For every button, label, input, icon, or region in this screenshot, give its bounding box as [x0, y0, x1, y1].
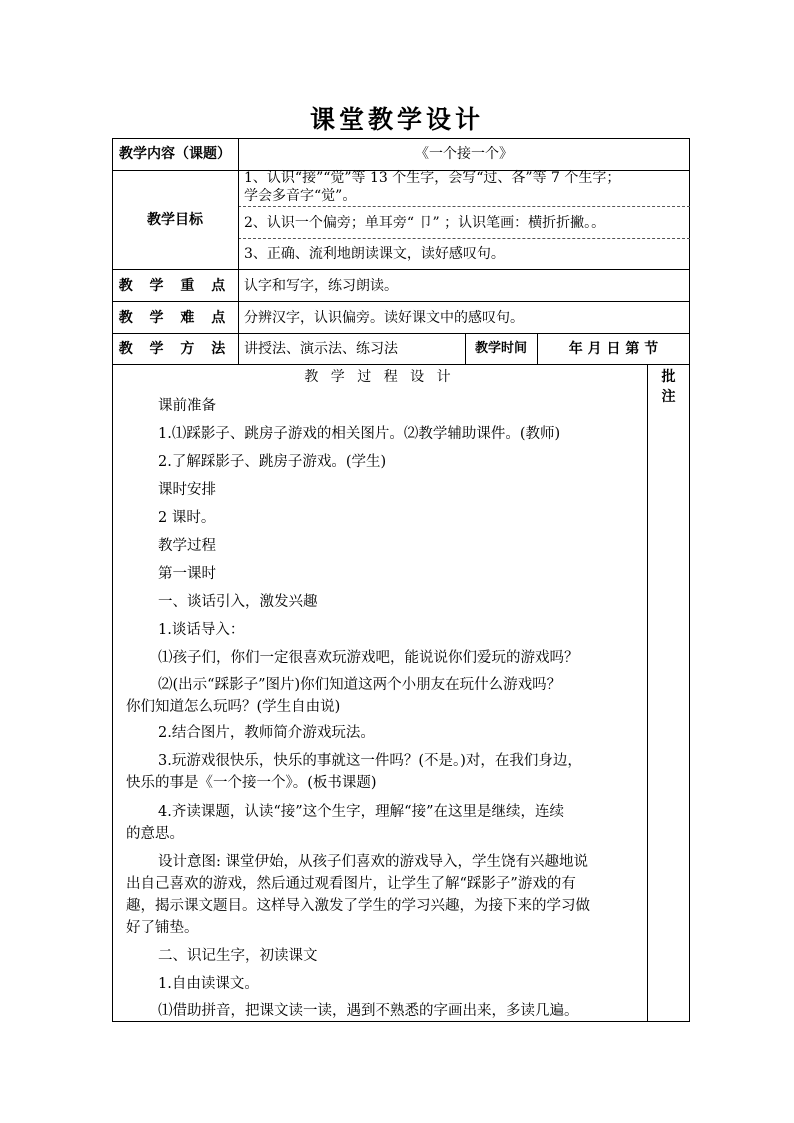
content-label: 教学内容（课题）: [119, 146, 231, 162]
goal-1-line-1: 1、认识“接”“觉”等 13 个生字，会写“过、各”等 7 个生字；: [244, 170, 621, 186]
notes-label-1: 批: [661, 369, 676, 385]
paragraph: 2 课时。: [158, 510, 216, 526]
key-points-label: 教 学 重 点: [118, 278, 232, 294]
difficult-points-label: 教 学 难 点: [118, 310, 232, 326]
paragraph: 2.了解踩影子、跳房子游戏。(学生): [158, 454, 387, 470]
paragraph: 3.玩游戏很快乐，快乐的事就这一件吗？(不是。)对，在我们身边，: [158, 753, 582, 769]
paragraph: 课前准备: [158, 398, 216, 414]
key-points-value: 认字和写字，练习朗读。: [244, 278, 398, 294]
paragraph: 一、谈话引入，激发兴趣: [158, 594, 318, 610]
paragraph: 出自己喜欢的游戏，然后通过观看图片，让学生了解“踩影子”游戏的有: [126, 876, 576, 892]
process-heading: 教 学 过 程 设 计: [304, 369, 455, 385]
paragraph: 二、识记生字，初读课文: [158, 948, 318, 964]
row-divider: [112, 269, 690, 270]
paragraph: 课时安排: [158, 482, 216, 498]
paragraph: 4.齐读课题，认读“接”这个生字，理解“接”在这里是继续，连续: [158, 804, 564, 820]
row-divider: [112, 301, 690, 302]
paragraph: 你们知道怎么玩吗？(学生自由说): [126, 699, 341, 715]
paragraph: ⑵(出示“踩影子”图片)你们知道这两个小朋友在玩什么游戏吗？: [158, 677, 562, 693]
page-title: 课堂教学设计: [309, 105, 484, 134]
row-divider: [238, 206, 690, 207]
difficult-points-value: 分辨汉字，认识偏旁。读好课文中的感叹句。: [244, 310, 524, 326]
time-label: 教学时间: [474, 341, 527, 356]
paragraph: 1.自由读课文。: [158, 976, 259, 992]
row-divider: [112, 364, 690, 365]
paragraph: 2.结合图片，教师简介游戏玩法。: [158, 725, 375, 741]
paragraph: 1.谈话导入：: [158, 622, 245, 638]
method-label: 教 学 方 法: [118, 341, 232, 357]
row-divider: [238, 238, 690, 239]
time-value: 年 月 日 第 节: [568, 341, 659, 357]
paragraph: 设计意图: 课堂伊始，从孩子们喜欢的游戏导入，学生饶有兴趣地说: [158, 854, 588, 870]
paragraph: 趣，揭示课文题目。这样导入激发了学生的学习兴趣，为接下来的学习做: [126, 898, 590, 914]
paragraph: 1.⑴踩影子、跳房子游戏的相关图片。⑵教学辅助课件。(教师): [158, 426, 561, 442]
goal-2: 2、认识一个偏旁；单耳旁“ 卩” ；认识笔画：横折折撇。。: [244, 215, 606, 231]
goal-3: 3、正确、流利地朗读课文，读好感叹句。: [244, 246, 505, 262]
notes-label-2: 注: [661, 389, 676, 405]
paragraph: 快乐的事是《一个接一个》。(板书课题): [126, 775, 377, 791]
paragraph: 的意思。: [126, 826, 184, 842]
lesson-title: 《一个接一个》: [415, 146, 513, 162]
paragraph: ⑴借助拼音，把课文读一读，遇到不熟悉的字画出来，多读几遍。: [158, 1003, 579, 1019]
column-divider: [238, 138, 239, 364]
method-value: 讲授法、演示法、练习法: [244, 341, 398, 357]
goals-label: 教学目标: [147, 212, 203, 228]
paragraph: 第一课时: [158, 566, 216, 582]
paragraph: ⑴孩子们，你们一定很喜欢玩游戏吧，能说说你们爱玩的游戏吗？: [158, 650, 579, 666]
paragraph: 好了铺垫。: [126, 920, 199, 936]
row-divider: [112, 333, 690, 334]
paragraph: 教学过程: [158, 538, 216, 554]
goal-1-line-2: 学会多音字“觉”。: [244, 188, 357, 204]
